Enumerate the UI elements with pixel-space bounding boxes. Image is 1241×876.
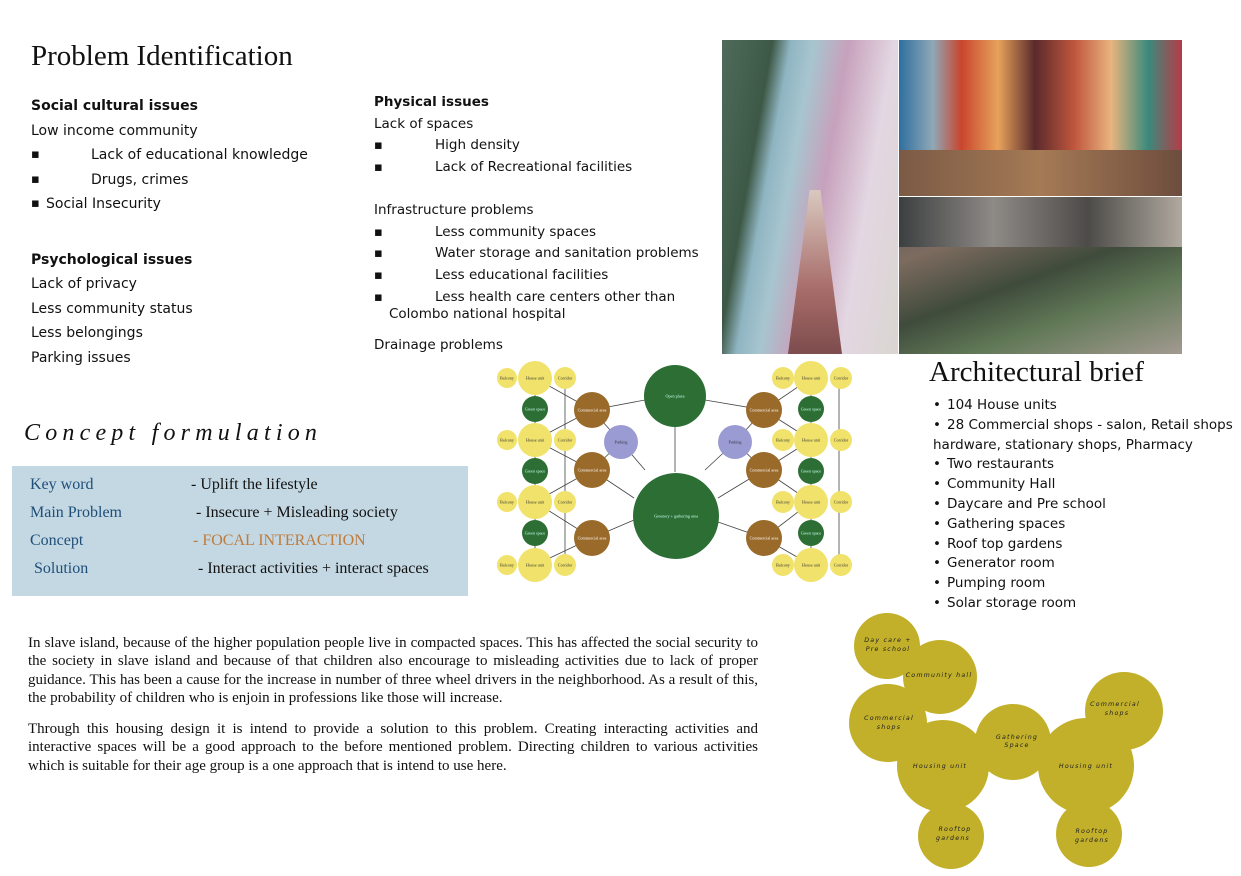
keyword-value: - Uplift the lifestyle [191,476,318,493]
brief-item-continuation: hardware, stationary shops, Pharmacy [933,436,1193,453]
psych-heading: Psychological issues [31,251,193,268]
drainage-line: Drainage problems [374,337,503,354]
main-problem-value: - Insecure + Misleading society [196,504,398,521]
balcony-node-label: Balcony [776,437,790,443]
blob-label: Housing unit [912,763,968,770]
physical-issues-column [374,92,714,357]
green-space-node-label: Green space [800,530,822,536]
commercial-node-label: Commercial area [577,467,607,473]
brief-item: • Gathering spaces [933,515,1233,535]
blob-label: Space [1004,742,1030,749]
brief-item: • Two restaurants [933,455,1233,475]
problem-description [28,634,758,788]
social-bullet: ▪ Social Insecurity [31,192,361,217]
concept-title: Concept formulation [24,420,323,446]
parking-node-label: Parking [614,439,628,445]
balcony-node-label: Balcony [500,499,514,505]
brief-item: • Daycare and Pre school [933,495,1233,515]
concept-value: - FOCAL INTERACTION [193,532,366,549]
concept-label: Concept [30,532,84,549]
brief-item: • Community Hall [933,475,1233,495]
gathering-area-node-label: Greenery + gathering area [654,513,698,519]
commercial-node-label: Commercial area [749,407,779,413]
physical-line: Lack of spaces [374,115,474,132]
physical-bullet: ▪ High density [374,135,714,157]
blob-label: Rooftop [938,826,972,833]
infra-continuation: Colombo national hospital [389,306,566,323]
rooftop-settlement-photo [899,197,1182,354]
balcony-node-label: Balcony [500,437,514,443]
house-unit-node-label: House unit [801,375,821,381]
infra-bullet: ▪ Water storage and sanitation problems [374,243,714,265]
brief-item: • 104 House units [933,396,1233,416]
paragraph: In slave island, because of the higher population people live in compacted spaces. This has affected the social security to the society in slave island and because of that children also encourage to misleading activities due to lack of proper guidance. This has been a cause for the increase in number of three wheel drivers in the neighborhood. As a result of this, the probability of children who is enjoin in professions like those will increase. [28,635,758,706]
page-title: Problem Identification [31,40,293,72]
parking-node-label: Parking [728,439,742,445]
solution-value: - Interact activities + interact spaces [198,560,429,577]
house-unit-node-label: House unit [525,437,545,443]
blob-label: gardens [1075,837,1109,844]
green-space-node-label: Green space [800,468,822,474]
blob-label: Community hall [905,672,973,679]
infra-bullet: ▪ Less health care centers other than [374,287,714,309]
balcony-node-label: Balcony [500,375,514,381]
psych-line: Lack of privacy [31,276,137,292]
brief-item: • Roof top gardens [933,535,1233,555]
corridor-node-label: Corridor [557,562,573,568]
keyword-label: Key word [30,476,94,493]
commercial-node-label: Commercial area [749,535,779,541]
brief-item: • 28 Commercial shops - salon, Retail shops [933,416,1233,436]
space-relationship-diagram [845,610,1175,872]
commercial-node-label: Commercial area [577,407,607,413]
infra-bullet: ▪ Less educational facilities [374,265,714,287]
blob-label: Day care + [864,637,912,644]
corridor-node-label: Corridor [833,562,849,568]
balcony-node-label: Balcony [776,562,790,568]
psych-line: Less belongings [31,325,143,341]
social-bullet: ▪ Drugs, crimes [31,168,361,193]
solution-label: Solution [34,560,89,577]
house-unit-node-label: House unit [801,562,821,568]
balcony-node-label: Balcony [500,562,514,568]
market-street-photo [899,40,1182,196]
concept-box [12,466,468,596]
green-space-node-label: Green space [800,406,822,412]
brief-item: • Generator room [933,554,1233,574]
architectural-brief-title: Architectural brief [929,356,1144,388]
physical-heading: Physical issues [374,94,489,110]
paragraph: Through this housing design it is intend to provide a solution to this problem. Creating interacting activities and interactive spaces will be a good approach to the before mentioned problem. Directing children to various activities which is suitable for their age group is a one approach that is intend to use here. [28,721,758,774]
bubble-diagram [490,360,862,585]
social-line: Low income community [31,122,198,139]
corridor-node-label: Corridor [557,437,573,443]
brief-item: • Solar storage room [933,594,1233,614]
corridor-node-label: Corridor [557,499,573,505]
blob-label: shops [1104,710,1130,717]
blob-label: Rooftop [1075,828,1109,835]
balcony-node-label: Balcony [776,499,790,505]
corridor-node-label: Corridor [557,375,573,381]
corridor-node-label: Corridor [833,375,849,381]
social-issues-column [31,94,361,370]
green-space-node-label: Green space [524,530,546,536]
main-problem-label: Main Problem [30,504,122,521]
physical-bullet: ▪ Lack of Recreational facilities [374,157,714,179]
open-plaza-node-label: Open plaza [665,393,685,399]
blob-label: Pre school [865,646,911,653]
infra-heading: Infrastructure problems [374,201,534,218]
alley-photo [722,40,898,354]
house-unit-node-label: House unit [525,562,545,568]
blob-label: Commercial [864,715,914,722]
green-space-node-label: Green space [524,468,546,474]
blob-label: Commercial [1090,701,1140,708]
house-unit-node-label: House unit [525,375,545,381]
house-unit-node-label: House unit [801,499,821,505]
blob-label: gardens [936,835,970,842]
green-space-node-label: Green space [524,406,546,412]
architectural-brief-list [933,396,1233,614]
commercial-node-label: Commercial area [749,467,779,473]
commercial-node-label: Commercial area [577,535,607,541]
corridor-node-label: Corridor [833,499,849,505]
blob-label: shops [876,724,902,731]
psych-line: Less community status [31,300,193,317]
social-bullet: ▪ Lack of educational knowledge [31,143,361,168]
infra-bullet: ▪ Less community spaces [374,222,714,244]
psych-line: Parking issues [31,349,131,366]
brief-item: • Pumping room [933,574,1233,594]
social-heading: Social cultural issues [31,98,198,114]
house-unit-node-label: House unit [525,499,545,505]
blob-label: Housing unit [1058,763,1114,770]
corridor-node-label: Corridor [833,437,849,443]
blob-label: Gathering [995,734,1039,741]
house-unit-node-label: House unit [801,437,821,443]
balcony-node-label: Balcony [776,375,790,381]
